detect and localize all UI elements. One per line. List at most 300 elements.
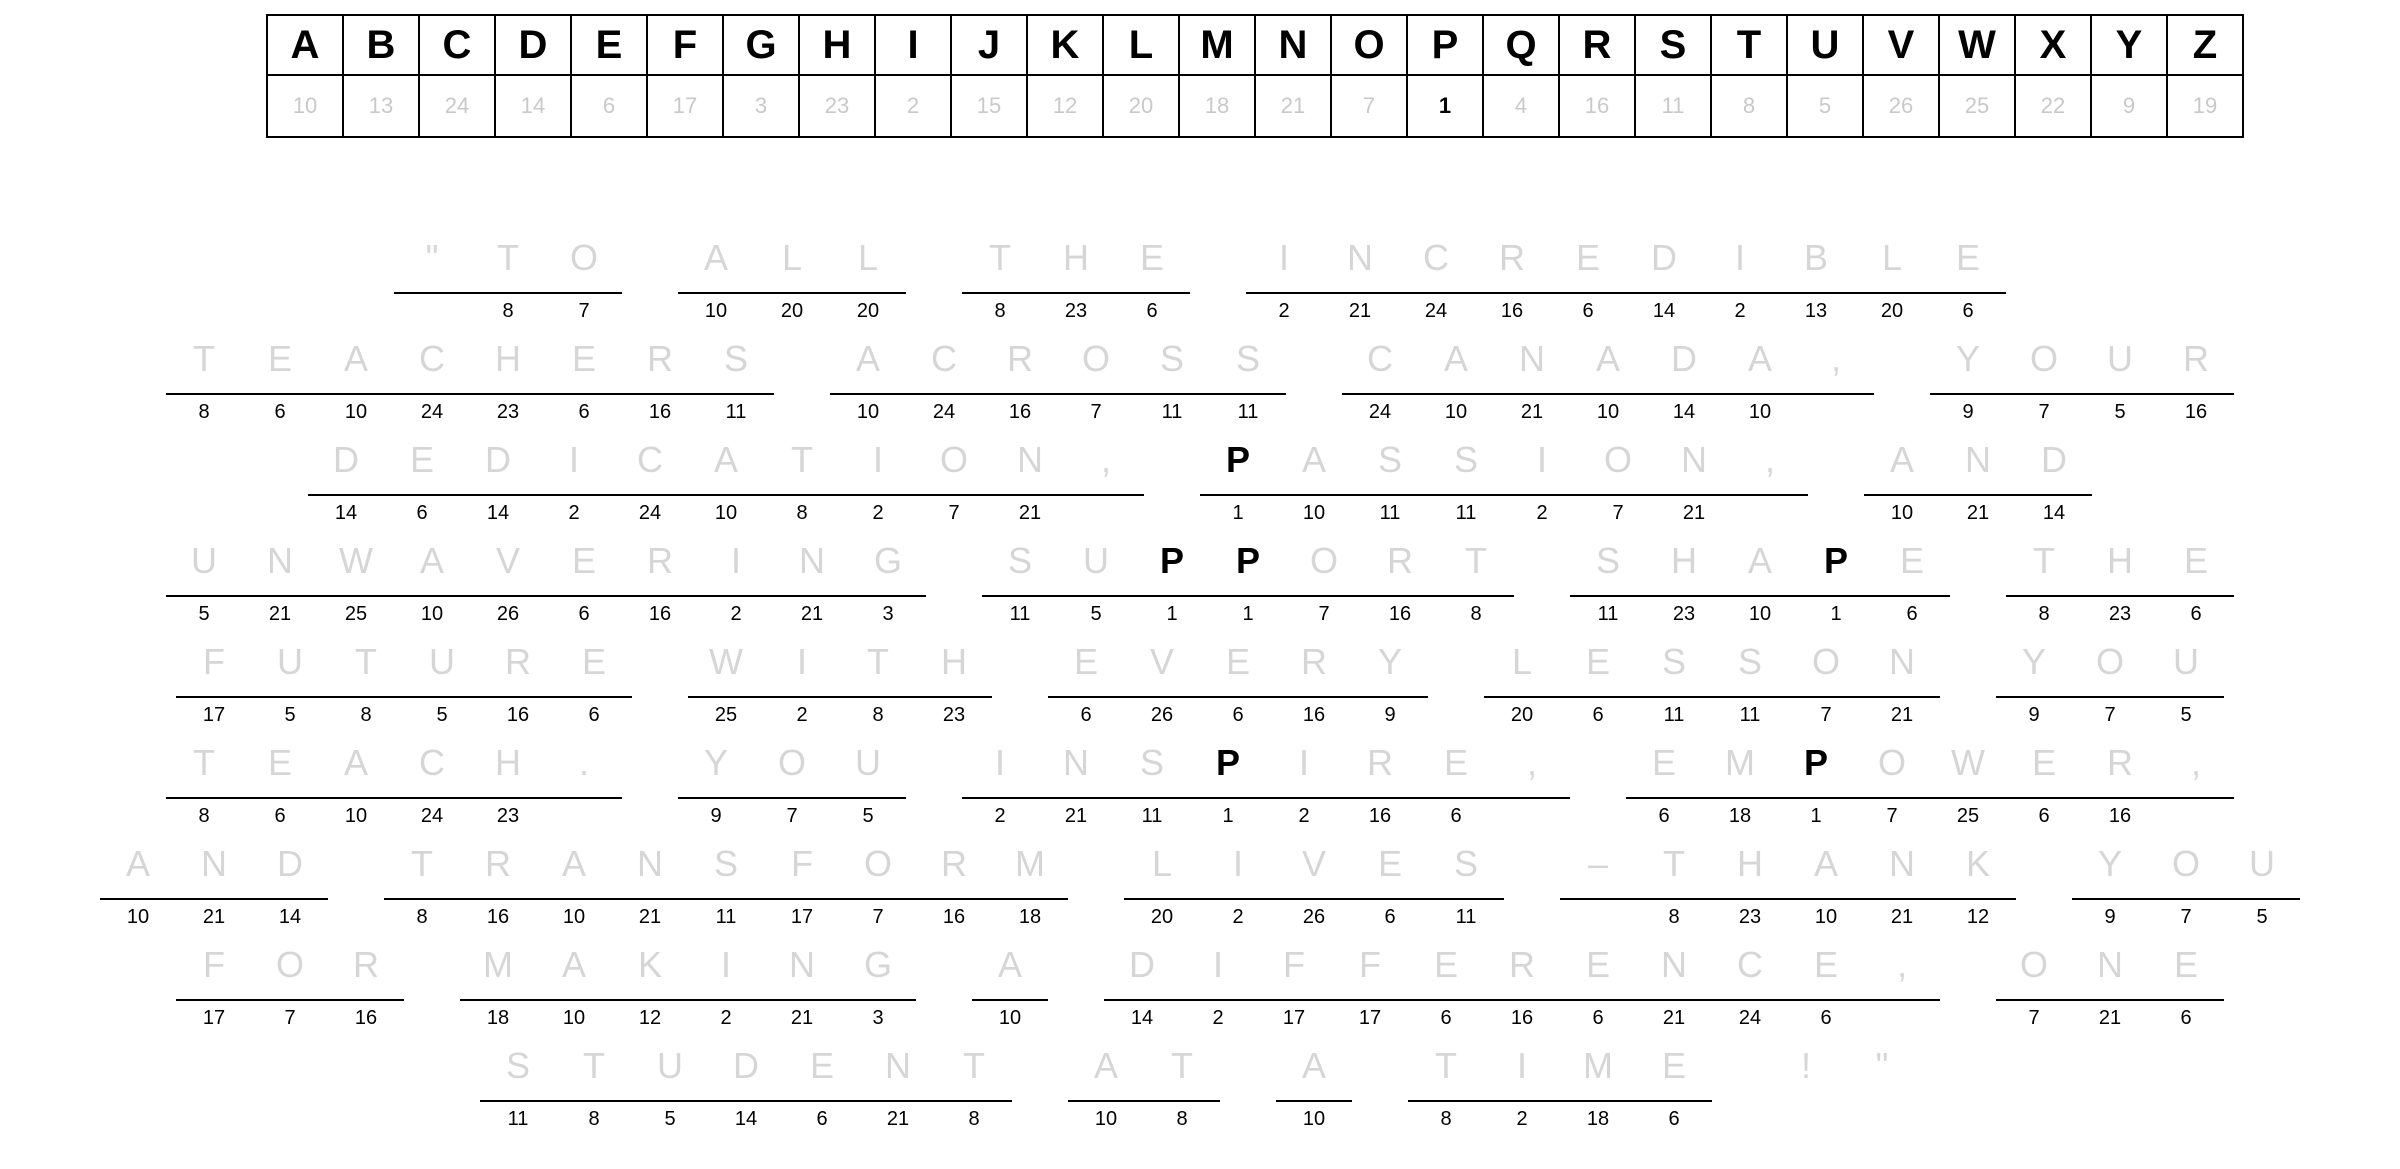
puzzle-cell[interactable] — [1788, 844, 1864, 928]
puzzle-cell[interactable] — [916, 642, 992, 726]
puzzle-cell[interactable] — [850, 541, 926, 625]
puzzle-cell[interactable] — [480, 1046, 556, 1130]
puzzle-cell-letter: A — [561, 944, 586, 985]
puzzle-cell[interactable] — [242, 339, 318, 423]
puzzle-cell[interactable] — [2006, 339, 2082, 423]
puzzle-cell-letter: K — [1965, 843, 1990, 884]
puzzle-cell[interactable] — [1940, 844, 2016, 928]
puzzle-cell-number: 20 — [1880, 300, 1904, 322]
puzzle-cell[interactable] — [840, 945, 916, 1029]
puzzle-cell[interactable] — [470, 339, 546, 423]
puzzle-cell[interactable] — [1930, 339, 2006, 423]
puzzle-cell[interactable] — [1636, 844, 1712, 928]
puzzle-cell[interactable] — [2148, 642, 2224, 726]
key-number-z[interactable]: 19 — [2167, 75, 2243, 137]
puzzle-cell-number: 7 — [284, 1007, 296, 1029]
puzzle-cell[interactable] — [1504, 440, 1580, 524]
puzzle-cell[interactable] — [242, 541, 318, 625]
puzzle-cell[interactable] — [252, 642, 328, 726]
puzzle-cell-letter: M — [1583, 1045, 1613, 1086]
puzzle-cell[interactable] — [1484, 642, 1560, 726]
puzzle-cell[interactable] — [318, 743, 394, 827]
puzzle-cell[interactable] — [536, 945, 612, 1029]
puzzle-cell[interactable] — [1996, 642, 2072, 726]
puzzle-cell[interactable] — [830, 238, 906, 322]
key-number-m[interactable]: 18 — [1179, 75, 1255, 137]
key-number-x[interactable]: 22 — [2015, 75, 2091, 137]
puzzle-cell[interactable] — [1134, 339, 1210, 423]
key-number-i[interactable]: 2 — [875, 75, 951, 137]
puzzle-cell-number: 17 — [790, 906, 814, 928]
puzzle-cell-letter: E — [571, 338, 596, 379]
puzzle-cell[interactable] — [1550, 238, 1626, 322]
puzzle-cell[interactable] — [754, 238, 830, 322]
puzzle-cell[interactable] — [688, 440, 764, 524]
puzzle-word — [1124, 844, 1504, 928]
puzzle-cell[interactable] — [1058, 339, 1134, 423]
puzzle-cell[interactable] — [1428, 844, 1504, 928]
key-number-v[interactable]: 26 — [1863, 75, 1939, 137]
puzzle-cell[interactable] — [1352, 440, 1428, 524]
key-number-g[interactable]: 3 — [723, 75, 799, 137]
puzzle-cell[interactable] — [1276, 440, 1352, 524]
puzzle-cell-number: 1 — [1222, 805, 1234, 827]
puzzle-cell[interactable] — [1722, 541, 1798, 625]
key-number-y[interactable]: 9 — [2091, 75, 2167, 137]
puzzle-cell[interactable] — [1636, 642, 1712, 726]
puzzle-cell[interactable] — [470, 743, 546, 827]
puzzle-cell[interactable] — [1200, 844, 1276, 928]
puzzle-word — [384, 844, 1068, 928]
key-letter-f: F — [647, 15, 723, 75]
puzzle-cell[interactable] — [1114, 238, 1190, 322]
puzzle-cell[interactable] — [2082, 541, 2158, 625]
key-number-r[interactable]: 16 — [1559, 75, 1635, 137]
puzzle-cell[interactable] — [678, 743, 754, 827]
puzzle-cell[interactable] — [830, 743, 906, 827]
puzzle-cell[interactable] — [1418, 743, 1494, 827]
puzzle-cell[interactable] — [1104, 945, 1180, 1029]
key-letter-m: M — [1179, 15, 1255, 75]
puzzle-cell[interactable] — [1134, 541, 1210, 625]
puzzle-cell[interactable] — [2158, 339, 2234, 423]
puzzle-cell[interactable] — [1342, 743, 1418, 827]
key-number-h[interactable]: 23 — [799, 75, 875, 137]
puzzle-cell[interactable] — [632, 1046, 708, 1130]
puzzle-cell[interactable] — [1636, 945, 1712, 1029]
puzzle-cell[interactable] — [1438, 541, 1514, 625]
puzzle-cell[interactable] — [176, 945, 252, 1029]
puzzle-cell[interactable] — [1256, 945, 1332, 1029]
puzzle-cell[interactable] — [1778, 238, 1854, 322]
key-number-c[interactable]: 24 — [419, 75, 495, 137]
puzzle-cell[interactable] — [470, 238, 546, 322]
puzzle-cell-letter: E — [267, 338, 292, 379]
puzzle-cell[interactable] — [1246, 238, 1322, 322]
puzzle-cell[interactable] — [2082, 743, 2158, 827]
puzzle-cell[interactable] — [982, 339, 1058, 423]
puzzle-word — [1560, 844, 2016, 928]
key-number-e[interactable]: 6 — [571, 75, 647, 137]
puzzle-cell[interactable] — [166, 541, 242, 625]
puzzle-cell[interactable] — [764, 440, 840, 524]
puzzle-cell[interactable] — [992, 844, 1068, 928]
puzzle-cell[interactable] — [1854, 743, 1930, 827]
puzzle-cell[interactable] — [698, 541, 774, 625]
puzzle-cell-number: 6 — [1582, 300, 1594, 322]
puzzle-cell[interactable] — [1048, 642, 1124, 726]
puzzle-cell[interactable] — [1570, 541, 1646, 625]
puzzle-cell[interactable] — [1276, 1046, 1352, 1130]
puzzle-cell[interactable] — [784, 1046, 860, 1130]
puzzle-cell-number: 17 — [1282, 1007, 1306, 1029]
puzzle-cell-number: 6 — [1232, 704, 1244, 726]
puzzle-cell[interactable] — [1560, 945, 1636, 1029]
puzzle-cell-letter: E — [1433, 944, 1458, 985]
puzzle-cell[interactable] — [546, 238, 622, 322]
puzzle-cell[interactable] — [460, 844, 536, 928]
key-letter-o: O — [1331, 15, 1407, 75]
puzzle-cell[interactable] — [460, 440, 536, 524]
key-number-b[interactable]: 13 — [343, 75, 419, 137]
puzzle-cell[interactable] — [1712, 945, 1788, 1029]
puzzle-cell[interactable] — [764, 945, 840, 1029]
puzzle-cell[interactable] — [536, 844, 612, 928]
key-number-l[interactable]: 20 — [1103, 75, 1179, 137]
puzzle-cell[interactable] — [2224, 844, 2300, 928]
puzzle-cell-letter: S — [1661, 641, 1686, 682]
puzzle-cell[interactable] — [1190, 743, 1266, 827]
puzzle-cell[interactable] — [1788, 945, 1864, 1029]
puzzle-cell[interactable] — [546, 339, 622, 423]
puzzle-cell[interactable] — [2082, 339, 2158, 423]
puzzle-cell[interactable] — [1636, 1046, 1712, 1130]
puzzle-cell[interactable] — [1484, 1046, 1560, 1130]
key-number-f[interactable]: 17 — [647, 75, 723, 137]
puzzle-cell[interactable] — [1864, 642, 1940, 726]
puzzle-cell-number: 24 — [1368, 401, 1392, 423]
puzzle-cell[interactable] — [972, 945, 1048, 1029]
key-number-j[interactable]: 15 — [951, 75, 1027, 137]
puzzle-cell[interactable] — [2006, 541, 2082, 625]
puzzle-cell-number: 24 — [420, 401, 444, 423]
puzzle-cell-letter: R — [2183, 338, 2209, 379]
puzzle-cell[interactable] — [2016, 440, 2092, 524]
puzzle-cell[interactable] — [1068, 1046, 1144, 1130]
puzzle-cell[interactable] — [962, 238, 1038, 322]
puzzle-cell[interactable] — [1322, 238, 1398, 322]
puzzle-cell[interactable] — [2072, 945, 2148, 1029]
puzzle-cell[interactable] — [2072, 642, 2148, 726]
puzzle-cell[interactable] — [754, 743, 830, 827]
puzzle-cell[interactable] — [1124, 844, 1200, 928]
puzzle-cell[interactable] — [1864, 844, 1940, 928]
puzzle-cell-letter: I — [720, 944, 731, 985]
puzzle-cell[interactable] — [1408, 945, 1484, 1029]
puzzle-cell[interactable] — [1180, 945, 1256, 1029]
puzzle-cell[interactable] — [1626, 238, 1702, 322]
puzzle-cell-letter: E — [1585, 944, 1610, 985]
puzzle-cell[interactable] — [394, 541, 470, 625]
puzzle-word — [1626, 743, 2234, 827]
puzzle-cell-number: 7 — [1318, 603, 1330, 625]
puzzle-cell[interactable] — [678, 238, 754, 322]
puzzle-cell[interactable] — [1722, 339, 1798, 423]
puzzle-cell[interactable] — [962, 743, 1038, 827]
puzzle-cell[interactable] — [1656, 440, 1732, 524]
puzzle-cell[interactable] — [1854, 238, 1930, 322]
puzzle-cell[interactable] — [1058, 541, 1134, 625]
puzzle-cell-letter: A — [1093, 1045, 1118, 1086]
puzzle-cell[interactable] — [536, 440, 612, 524]
puzzle-cell[interactable] — [688, 945, 764, 1029]
puzzle-cell[interactable] — [840, 844, 916, 928]
key-number-s[interactable]: 11 — [1635, 75, 1711, 137]
puzzle-cell-letter: A — [997, 944, 1022, 985]
puzzle-line — [0, 642, 2400, 743]
puzzle-punctuation — [1798, 339, 1874, 423]
puzzle-cell[interactable] — [1286, 541, 1362, 625]
puzzle-cell-letter: S — [505, 1045, 530, 1086]
puzzle-cell-number: 9 — [2104, 906, 2116, 928]
puzzle-cell-letter: I — [730, 540, 741, 581]
puzzle-cell-letter: L — [1151, 843, 1173, 884]
puzzle-cell-letter: A — [343, 742, 368, 783]
puzzle-cell[interactable] — [1408, 1046, 1484, 1130]
puzzle-cell-number: 10 — [856, 401, 880, 423]
puzzle-cell[interactable] — [1798, 541, 1874, 625]
puzzle-cell[interactable] — [2148, 844, 2224, 928]
puzzle-cell-number: 11 — [715, 906, 737, 928]
puzzle-cell-number: 21 — [1064, 805, 1088, 827]
puzzle-cell[interactable] — [1570, 339, 1646, 423]
puzzle-cell[interactable] — [688, 642, 764, 726]
puzzle-cell[interactable] — [906, 339, 982, 423]
puzzle-cell[interactable] — [384, 844, 460, 928]
puzzle-cell[interactable] — [176, 844, 252, 928]
puzzle-cell[interactable] — [166, 339, 242, 423]
puzzle-cell-letter: I — [994, 742, 1005, 783]
puzzle-cell[interactable] — [1560, 642, 1636, 726]
puzzle-cell[interactable] — [394, 339, 470, 423]
puzzle-cell[interactable] — [764, 844, 840, 928]
puzzle-cell[interactable] — [1996, 945, 2072, 1029]
puzzle-cell[interactable] — [1418, 339, 1494, 423]
puzzle-cell[interactable] — [318, 339, 394, 423]
key-letter-y: Y — [2091, 15, 2167, 75]
puzzle-cell-number: 13 — [1804, 300, 1828, 322]
puzzle-cell-letter: N — [885, 1045, 911, 1086]
key-number-a[interactable]: 10 — [267, 75, 343, 137]
puzzle-cell[interactable] — [1474, 238, 1550, 322]
puzzle-cell[interactable] — [622, 541, 698, 625]
puzzle-cell-number: 17 — [1358, 1007, 1382, 1029]
puzzle-cell[interactable] — [1124, 642, 1200, 726]
puzzle-cell-letter: Y — [703, 742, 728, 783]
puzzle-cell[interactable] — [1930, 238, 2006, 322]
puzzle-cell[interactable] — [1266, 743, 1342, 827]
puzzle-cell-number: 2 — [796, 704, 808, 726]
puzzle-cell[interactable] — [612, 844, 688, 928]
puzzle-cell-number: 7 — [578, 300, 590, 322]
puzzle-cell[interactable] — [176, 642, 252, 726]
puzzle-cell-number: 10 — [1814, 906, 1838, 928]
puzzle-cell[interactable] — [840, 642, 916, 726]
puzzle-cell[interactable] — [612, 945, 688, 1029]
puzzle-cell[interactable] — [2072, 844, 2148, 928]
puzzle-cell-number: 21 — [1890, 704, 1914, 726]
puzzle-word — [1276, 1046, 1352, 1130]
puzzle-cell-letter: O — [1081, 338, 1110, 379]
key-number-u[interactable]: 5 — [1787, 75, 1863, 137]
key-number-t[interactable]: 8 — [1711, 75, 1787, 137]
puzzle-cell-number: 5 — [2256, 906, 2268, 928]
key-number-d[interactable]: 14 — [495, 75, 571, 137]
puzzle-cell[interactable] — [1702, 238, 1778, 322]
puzzle-cell[interactable] — [2158, 541, 2234, 625]
puzzle-cell[interactable] — [1332, 945, 1408, 1029]
puzzle-word — [1996, 945, 2224, 1029]
puzzle-cell-letter: O — [1309, 540, 1338, 581]
puzzle-cell-number: 8 — [502, 300, 514, 322]
puzzle-cell-letter: U — [1083, 540, 1109, 581]
puzzle-cell[interactable] — [2006, 743, 2082, 827]
puzzle-cell-number: 16 — [1510, 1007, 1534, 1029]
puzzle-cell[interactable] — [1276, 844, 1352, 928]
key-letter-c: C — [419, 15, 495, 75]
puzzle-cell[interactable] — [1646, 541, 1722, 625]
puzzle-cell[interactable] — [328, 945, 404, 1029]
puzzle-cell-letter: N — [201, 843, 227, 884]
puzzle-cell[interactable] — [1484, 945, 1560, 1029]
puzzle-cell[interactable] — [764, 642, 840, 726]
key-number-k[interactable]: 12 — [1027, 75, 1103, 137]
puzzle-cell[interactable] — [1276, 642, 1352, 726]
key-number-q[interactable]: 4 — [1483, 75, 1559, 137]
puzzle-cell[interactable] — [1626, 743, 1702, 827]
puzzle-cell[interactable] — [394, 743, 470, 827]
puzzle-cell[interactable] — [1712, 642, 1788, 726]
puzzle-cell-number: 10 — [1302, 1108, 1326, 1130]
puzzle-cell[interactable] — [916, 440, 992, 524]
puzzle-cell-letter: R — [647, 540, 673, 581]
puzzle-cell[interactable] — [992, 440, 1068, 524]
puzzle-cell[interactable] — [318, 541, 394, 625]
puzzle-cell[interactable] — [2148, 945, 2224, 1029]
puzzle-cell[interactable] — [1428, 440, 1504, 524]
puzzle-cell-number: 23 — [496, 401, 520, 423]
puzzle-cell[interactable] — [1114, 743, 1190, 827]
puzzle-cell[interactable] — [774, 541, 850, 625]
puzzle-cell[interactable] — [612, 440, 688, 524]
puzzle-cell[interactable] — [480, 642, 556, 726]
puzzle-cell-letter: D — [277, 843, 303, 884]
puzzle-cell[interactable] — [1038, 743, 1114, 827]
puzzle-cell[interactable] — [688, 844, 764, 928]
puzzle-cell[interactable] — [1210, 339, 1286, 423]
puzzle-cell[interactable] — [328, 642, 404, 726]
puzzle-cell-number: 8 — [360, 704, 372, 726]
puzzle-cell[interactable] — [1560, 1046, 1636, 1130]
puzzle-cell[interactable] — [1210, 541, 1286, 625]
puzzle-cell[interactable] — [100, 844, 176, 928]
puzzle-cell[interactable] — [460, 945, 536, 1029]
puzzle-cell[interactable] — [252, 945, 328, 1029]
puzzle-punctuation — [546, 743, 622, 827]
key-number-w[interactable]: 25 — [1939, 75, 2015, 137]
puzzle-cell[interactable] — [308, 440, 384, 524]
puzzle-cell-number: 10 — [1748, 603, 1772, 625]
puzzle-cell-number: 8 — [416, 906, 428, 928]
puzzle-cell-letter: N — [1889, 641, 1915, 682]
puzzle-cell-letter: B — [1803, 237, 1828, 278]
puzzle-cell[interactable] — [830, 339, 906, 423]
puzzle-cell[interactable] — [242, 743, 318, 827]
puzzle-cell[interactable] — [1342, 339, 1418, 423]
puzzle-cell[interactable] — [1038, 238, 1114, 322]
puzzle-cell[interactable] — [1200, 440, 1276, 524]
puzzle-cell[interactable] — [1494, 339, 1570, 423]
puzzle-cell[interactable] — [708, 1046, 784, 1130]
puzzle-cell[interactable] — [1940, 440, 2016, 524]
puzzle-cell[interactable] — [1398, 238, 1474, 322]
key-number-n[interactable]: 21 — [1255, 75, 1331, 137]
puzzle-cell[interactable] — [1200, 642, 1276, 726]
puzzle-cell[interactable] — [622, 339, 698, 423]
puzzle-cell[interactable] — [1144, 1046, 1220, 1130]
puzzle-cell-number: 25 — [714, 704, 738, 726]
puzzle-cell[interactable] — [1930, 743, 2006, 827]
puzzle-cell[interactable] — [166, 743, 242, 827]
puzzle-word — [962, 743, 1570, 827]
key-number-o[interactable]: 7 — [1331, 75, 1407, 137]
puzzle-cell-number: 26 — [1150, 704, 1174, 726]
puzzle-cell[interactable] — [982, 541, 1058, 625]
puzzle-cell[interactable] — [1788, 642, 1864, 726]
puzzle-cell-number: 1 — [1166, 603, 1178, 625]
puzzle-cell[interactable] — [252, 844, 328, 928]
puzzle-cell-number: 6 — [2038, 805, 2050, 827]
puzzle-cell[interactable] — [546, 541, 622, 625]
key-letter-k: K — [1027, 15, 1103, 75]
puzzle-cell[interactable] — [1362, 541, 1438, 625]
puzzle-cell[interactable] — [1712, 844, 1788, 928]
puzzle-cell[interactable] — [1864, 440, 1940, 524]
puzzle-cell[interactable] — [698, 339, 774, 423]
puzzle-cell[interactable] — [384, 440, 460, 524]
puzzle-cell[interactable] — [840, 440, 916, 524]
puzzle-cell[interactable] — [1874, 541, 1950, 625]
puzzle-cell[interactable] — [470, 541, 546, 625]
puzzle-cell[interactable] — [404, 642, 480, 726]
puzzle-cell[interactable] — [916, 844, 992, 928]
puzzle-cell-letter: C — [419, 742, 445, 783]
puzzle-cell-letter: E — [2031, 742, 2056, 783]
puzzle-cell[interactable] — [1702, 743, 1778, 827]
puzzle-cell[interactable] — [1352, 642, 1428, 726]
puzzle-cell[interactable] — [1352, 844, 1428, 928]
key-number-p[interactable]: 1 — [1407, 75, 1483, 137]
puzzle-cell[interactable] — [556, 1046, 632, 1130]
puzzle-cell[interactable] — [936, 1046, 1012, 1130]
puzzle-cell[interactable] — [1646, 339, 1722, 423]
puzzle-cell[interactable] — [1778, 743, 1854, 827]
puzzle-cell-letter: I — [1516, 1045, 1527, 1086]
puzzle-cell[interactable] — [556, 642, 632, 726]
puzzle-cell-letter: S — [1737, 641, 1762, 682]
puzzle-cell[interactable] — [860, 1046, 936, 1130]
puzzle-cell[interactable] — [1580, 440, 1656, 524]
